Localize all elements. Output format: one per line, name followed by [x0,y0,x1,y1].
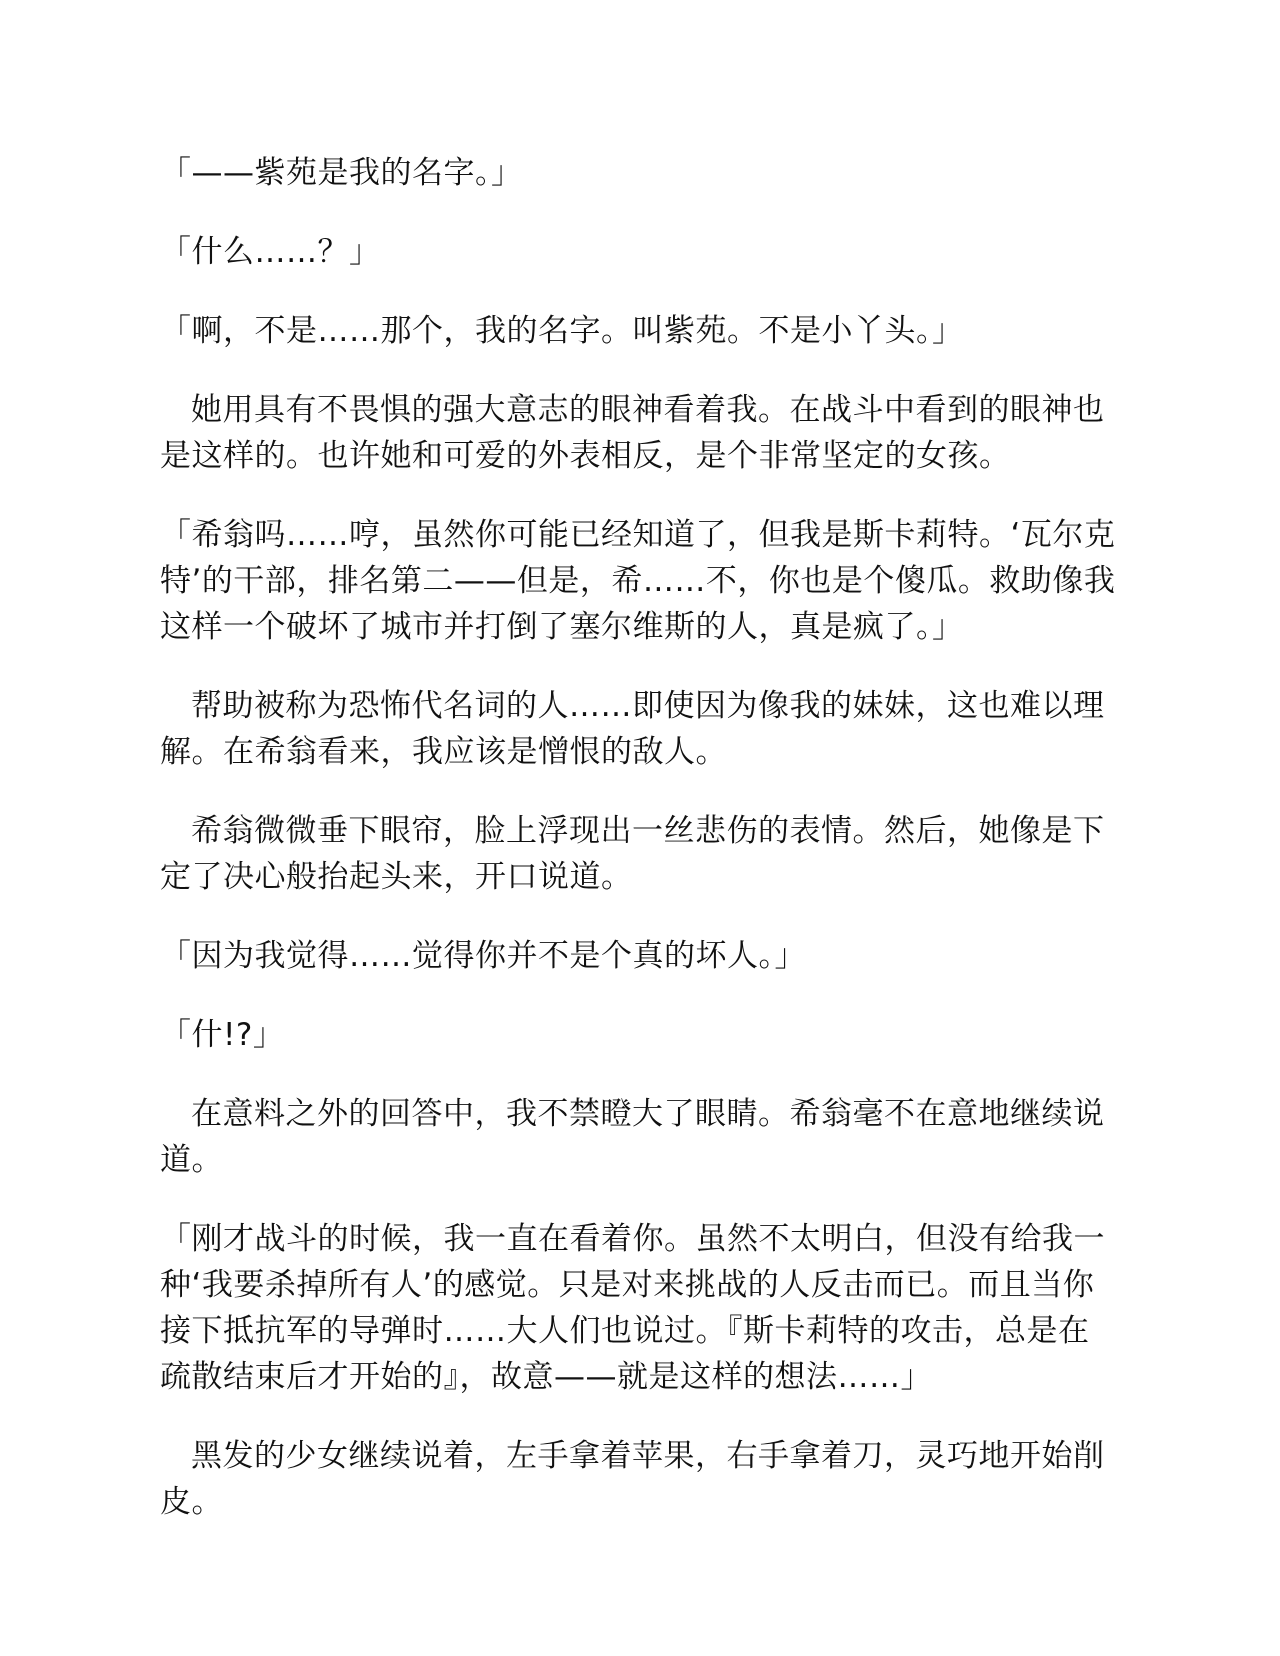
narration-paragraph: 帮助被称为恐怖代名词的人……即使因为像我的妹妹，这也难以理解。在希翁看来，我应该是憎恨的敌人。 [160,688,1105,770]
dialogue-paragraph: 「啊，不是……那个，我的名字。叫紫苑。不是小丫头。」 [160,313,964,349]
dialogue-paragraph: 「因为我觉得……觉得你并不是个真的坏人。」 [160,938,806,974]
dialogue-paragraph: 「什么……？」 [160,234,381,270]
narration-paragraph: 黑发的少女继续说着，左手拿着苹果，右手拿着刀，灵巧地开始削皮。 [160,1438,1105,1520]
dialogue-paragraph: 「刚才战斗的时候，我一直在看着你。虽然不太明白，但没有给我一种‘我要杀掉所有人’的感觉。只是对来挑战的人反击而已。而且当你接下抵抗军的导弹时……大人们也说过。『斯卡莉特的攻击，总是在疏散结束后才开始的』，故意——就是这样的想法……」 [160,1221,1105,1395]
dialogue-paragraph: 「——紫苑是我的名字。」 [160,155,523,191]
dialogue-paragraph: 「什!?」 [160,1017,285,1053]
narration-paragraph: 在意料之外的回答中，我不禁瞪大了眼睛。希翁毫不在意地继续说道。 [160,1096,1105,1178]
dialogue-paragraph: 「希翁吗……哼，虽然你可能已经知道了，但我是斯卡莉特。‘瓦尔克特’的干部，排名第二——但是，希……不，你也是个傻瓜。救助像我这样一个破坏了城市并打倒了塞尔维斯的人，真是疯了。」 [160,517,1116,645]
narration-paragraph: 她用具有不畏惧的强大意志的眼神看着我。在战斗中看到的眼神也是这样的。也许她和可爱的外表相反，是个非常坚定的女孩。 [160,392,1105,474]
document-body [160,150,1120,1525]
narration-paragraph: 希翁微微垂下眼帘，脸上浮现出一丝悲伤的表情。然后，她像是下定了决心般抬起头来，开口说道。 [160,813,1105,895]
